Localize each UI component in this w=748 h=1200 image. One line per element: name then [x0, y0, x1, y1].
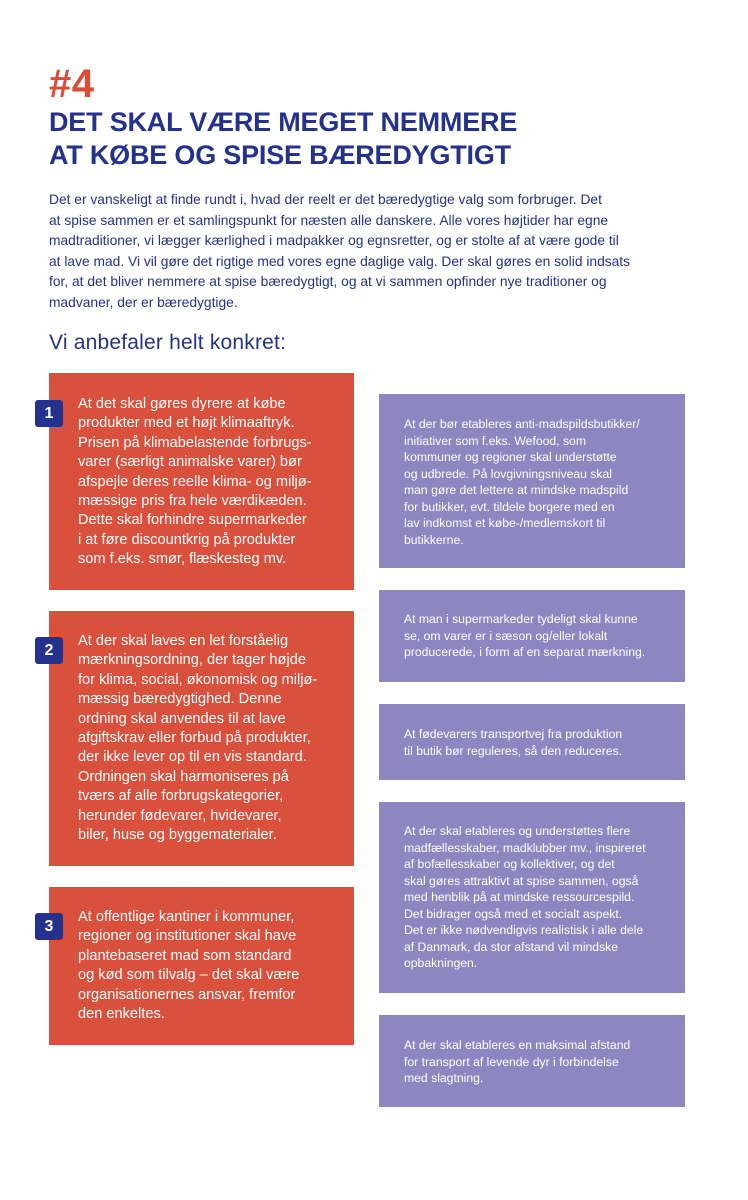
text-line: At der skal etableres en maksimal afstand — [404, 1038, 631, 1052]
text-line: der ikke lever op til en vis standard. — [78, 749, 307, 766]
text-line: lav indkomst et købe-/medlemskort til — [404, 516, 606, 530]
text-line: se, om varer er i sæson og/eller lokalt — [404, 628, 608, 643]
title-line: DET SKAL VÆRE MEGET NEMMERE — [49, 107, 518, 137]
text-line: producerede, i form af en separat mærkning. — [404, 645, 646, 659]
side-note-text — [404, 416, 679, 548]
text-line: regioner og institutioner skal have — [78, 928, 297, 945]
intro-line: madtraditioner, vi lægger kærlighed i madpakker og egnsretter, og er stolte af at være gode til — [49, 233, 619, 248]
text-line: madfællesskaber, madklubber mv., inspireret — [404, 840, 646, 855]
text-line: At der skal etableres og understøttes flere — [404, 824, 631, 838]
text-line: initiativer som f.eks. Wefood, som — [404, 433, 586, 448]
text-line: varer (særligt animalske varer) bør — [78, 454, 302, 471]
text-line: med slagtning. — [404, 1071, 484, 1085]
side-note-card — [379, 704, 685, 780]
text-line: af bofællesskaber og kollektiver, og det — [404, 857, 615, 871]
text-line: med henblik på at mindske ressourcespild. — [404, 890, 635, 904]
intro-line: Det er vanskeligt at finde rundt i, hvad der reelt er det bæredygtige valg som forbruger. Det — [49, 192, 602, 207]
recommendation-text — [78, 908, 348, 1024]
recommendation-text — [78, 395, 348, 570]
text-line: for transport af levende dyr i forbindelse — [404, 1054, 619, 1069]
text-line: At offentlige kantiner i kommuner, — [78, 909, 295, 925]
text-line: mæssig bæredygtighed. Denne — [78, 691, 282, 708]
text-line: kommuner og regioner skal understøtte — [404, 450, 617, 464]
text-line: til butik bør reguleres, så den reduceres. — [404, 743, 623, 758]
text-line: Det bidrager også med et socialt aspekt. — [404, 906, 623, 921]
text-line: opbakningen. — [404, 956, 478, 970]
text-line: At der skal laves en let forståelig — [78, 633, 289, 649]
recommendation-card-2 — [44, 611, 354, 866]
intro-line: at spise sammen er et samlingspunkt for næsten alle danskere. Alle vores højtider har egne — [49, 212, 609, 228]
text-line: Dette skal forhindre supermarkeder — [78, 512, 307, 529]
text-line: organisationernes ansvar, fremfor — [78, 986, 296, 1003]
number-badge: 3 — [35, 913, 63, 940]
text-line: man gøre det lettere at mindske madspild — [404, 483, 629, 497]
text-line: den enkeltes. — [78, 1006, 165, 1023]
section-heading: Vi anbefaler helt konkret: — [49, 331, 287, 354]
side-note-text — [404, 823, 679, 972]
text-line: At man i supermarkeder tydeligt skal kunne — [404, 612, 638, 626]
text-line: plantebaseret mad som standard — [78, 947, 292, 964]
recommendation-card-1 — [44, 373, 354, 590]
side-note-text — [404, 1037, 679, 1087]
text-line: Det er ikke nødvendigvis realistisk i alle dele — [404, 923, 644, 937]
text-line: som f.eks. smør, flæskesteg mv. — [78, 551, 287, 568]
text-line: og udbrede. På lovgivningsniveau skal — [404, 466, 613, 481]
side-note-text — [404, 726, 679, 759]
text-line: mærkningsordning, der tager højde — [78, 652, 306, 669]
section-number: #4 — [49, 62, 95, 106]
text-line: afspejle deres reelle klima- og miljø- — [78, 473, 312, 490]
text-line: herunder fødevarer, hvidevarer, — [78, 807, 282, 824]
text-line: ordning skal anvendes til at lave — [78, 710, 286, 727]
side-note-card — [379, 1015, 685, 1107]
number-badge: 2 — [35, 637, 63, 664]
text-line: for butikker, evt. tildele borgere med en — [404, 499, 615, 514]
text-line: i at føre discountkrig på produkter — [78, 531, 296, 548]
side-note-card — [379, 394, 685, 568]
intro-line: madvaner, der er bæredygtige. — [49, 294, 238, 310]
text-line: Ordningen skal harmoniseres på — [78, 768, 289, 785]
intro-paragraph — [49, 190, 669, 313]
text-line: af Danmark, da stor afstand vil mindske — [404, 939, 619, 954]
text-line: At det skal gøres dyrere at købe — [78, 396, 286, 412]
text-line: mæssige pris fra hele værdikæden. — [78, 493, 307, 510]
title-line: AT KØBE OG SPISE BÆREDYGTIGT — [49, 140, 511, 170]
intro-line: at lave mad. Vi vil gøre det rigtige med vores egne daglige valg. Der skal gøres en solid indsats — [49, 253, 631, 269]
text-line: biler, huse og byggematerialer. — [78, 827, 277, 844]
text-line: butikkerne. — [404, 532, 464, 547]
text-line: og kød som tilvalg – det skal være — [78, 967, 300, 984]
side-note-card — [379, 590, 685, 682]
text-line: At der bør etableres anti-madspildsbutikker/ — [404, 417, 640, 431]
recommendation-text — [78, 632, 348, 845]
text-line: Prisen på klimabelastende forbrugs- — [78, 434, 312, 451]
text-line: for klima, social, økonomisk og miljø- — [78, 671, 318, 688]
page-title — [49, 106, 609, 172]
text-line: produkter med et højt klimaaftryk. — [78, 415, 295, 432]
number-badge: 1 — [35, 400, 63, 427]
side-note-card — [379, 802, 685, 993]
recommendation-card-3 — [44, 887, 354, 1045]
text-line: skal gøres attraktivt at spise sammen, også — [404, 873, 639, 888]
intro-line: for, at det bliver nemmere at spise bæredygtigt, og at vi sammen opfinder nye traditioner og — [49, 274, 607, 289]
side-note-text — [404, 611, 679, 661]
text-line: tværs af alle forbrugskategorier, — [78, 788, 284, 805]
text-line: afgiftskrav eller forbud på produkter, — [78, 730, 311, 747]
text-line: At fødevarers transportvej fra produktion — [404, 727, 623, 741]
